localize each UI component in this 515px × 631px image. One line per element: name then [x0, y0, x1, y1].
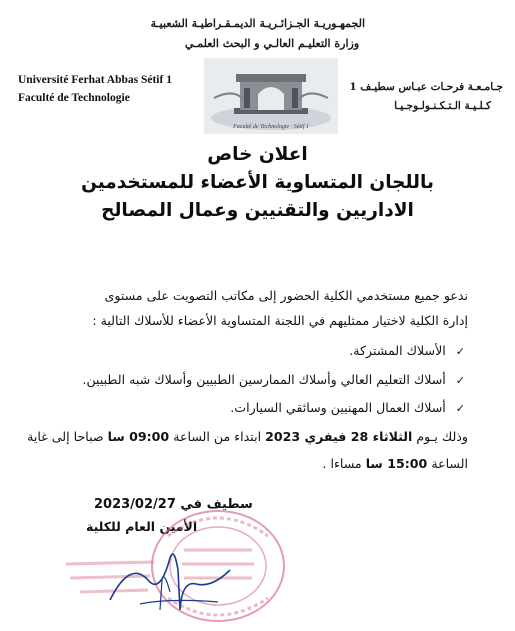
logo-caption: Faculté de Technologie · Sétif 1: [233, 124, 309, 130]
university-name-ar: جـامـعـة فرحـات عبـاس سطيـف 1: [349, 81, 503, 93]
list-item: ✓الأسلاك المشتركة.: [349, 343, 465, 358]
signatory-title: الأمين العام للكلية: [86, 519, 198, 534]
faculty-logo: [204, 58, 338, 134]
handwritten-signature: [100, 540, 250, 620]
date-line: وذلك يـوم الثلاثاء 28 فيفري 2023 ابتداء من الساعة 09:00 سا صباحا إلى غاية: [27, 429, 468, 444]
end-time-line: الساعة 15:00 سا مساءا .: [322, 456, 468, 471]
republic-heading: الجمهـوريـة الجـزائـريـة الديمـقـراطيـة الشعبيـة: [150, 17, 365, 30]
announcement-subtitle-1: باللجان المتساوية الأعضاء للمستخدمين: [81, 172, 434, 193]
announcement-subtitle-2: الاداريين والتقنيين وعمال المصالح: [101, 200, 414, 221]
faculty-name-fr: Faculté de Technologie: [18, 92, 130, 104]
list-item: ✓أسلاك التعليم العالي وأسلاك الممارسين الطبيين وأسلاك شبه الطبيين.: [82, 372, 465, 387]
ministry-heading: وزارة التعليـم العالـي و البحث العلمـي: [184, 37, 360, 50]
faculty-name-ar: كـلـيـة الـتـكـنـولـوجـيـا: [394, 100, 491, 112]
intro-line-1: ندعو جميع مستخدمي الكلية الحضور إلى مكاتب التصويت على مستوى: [104, 288, 468, 303]
announcement-title: اعلان خاص: [207, 144, 308, 165]
checkmark-icon: ✓: [455, 345, 465, 358]
checkmark-icon: ✓: [455, 402, 465, 415]
place-and-date: سطيف في 2023/02/27: [94, 497, 253, 512]
university-name-fr: Université Ferhat Abbas Sétif 1: [18, 74, 172, 86]
checkmark-icon: ✓: [455, 374, 465, 387]
intro-line-2: إدارة الكلية لاختيار ممثليهم في اللجنة المتساوية الأعضاء للأسلاك التالية :: [92, 313, 468, 328]
list-item: ✓أسلاك العمال المهنيين وسائقي السيارات.: [230, 400, 465, 415]
